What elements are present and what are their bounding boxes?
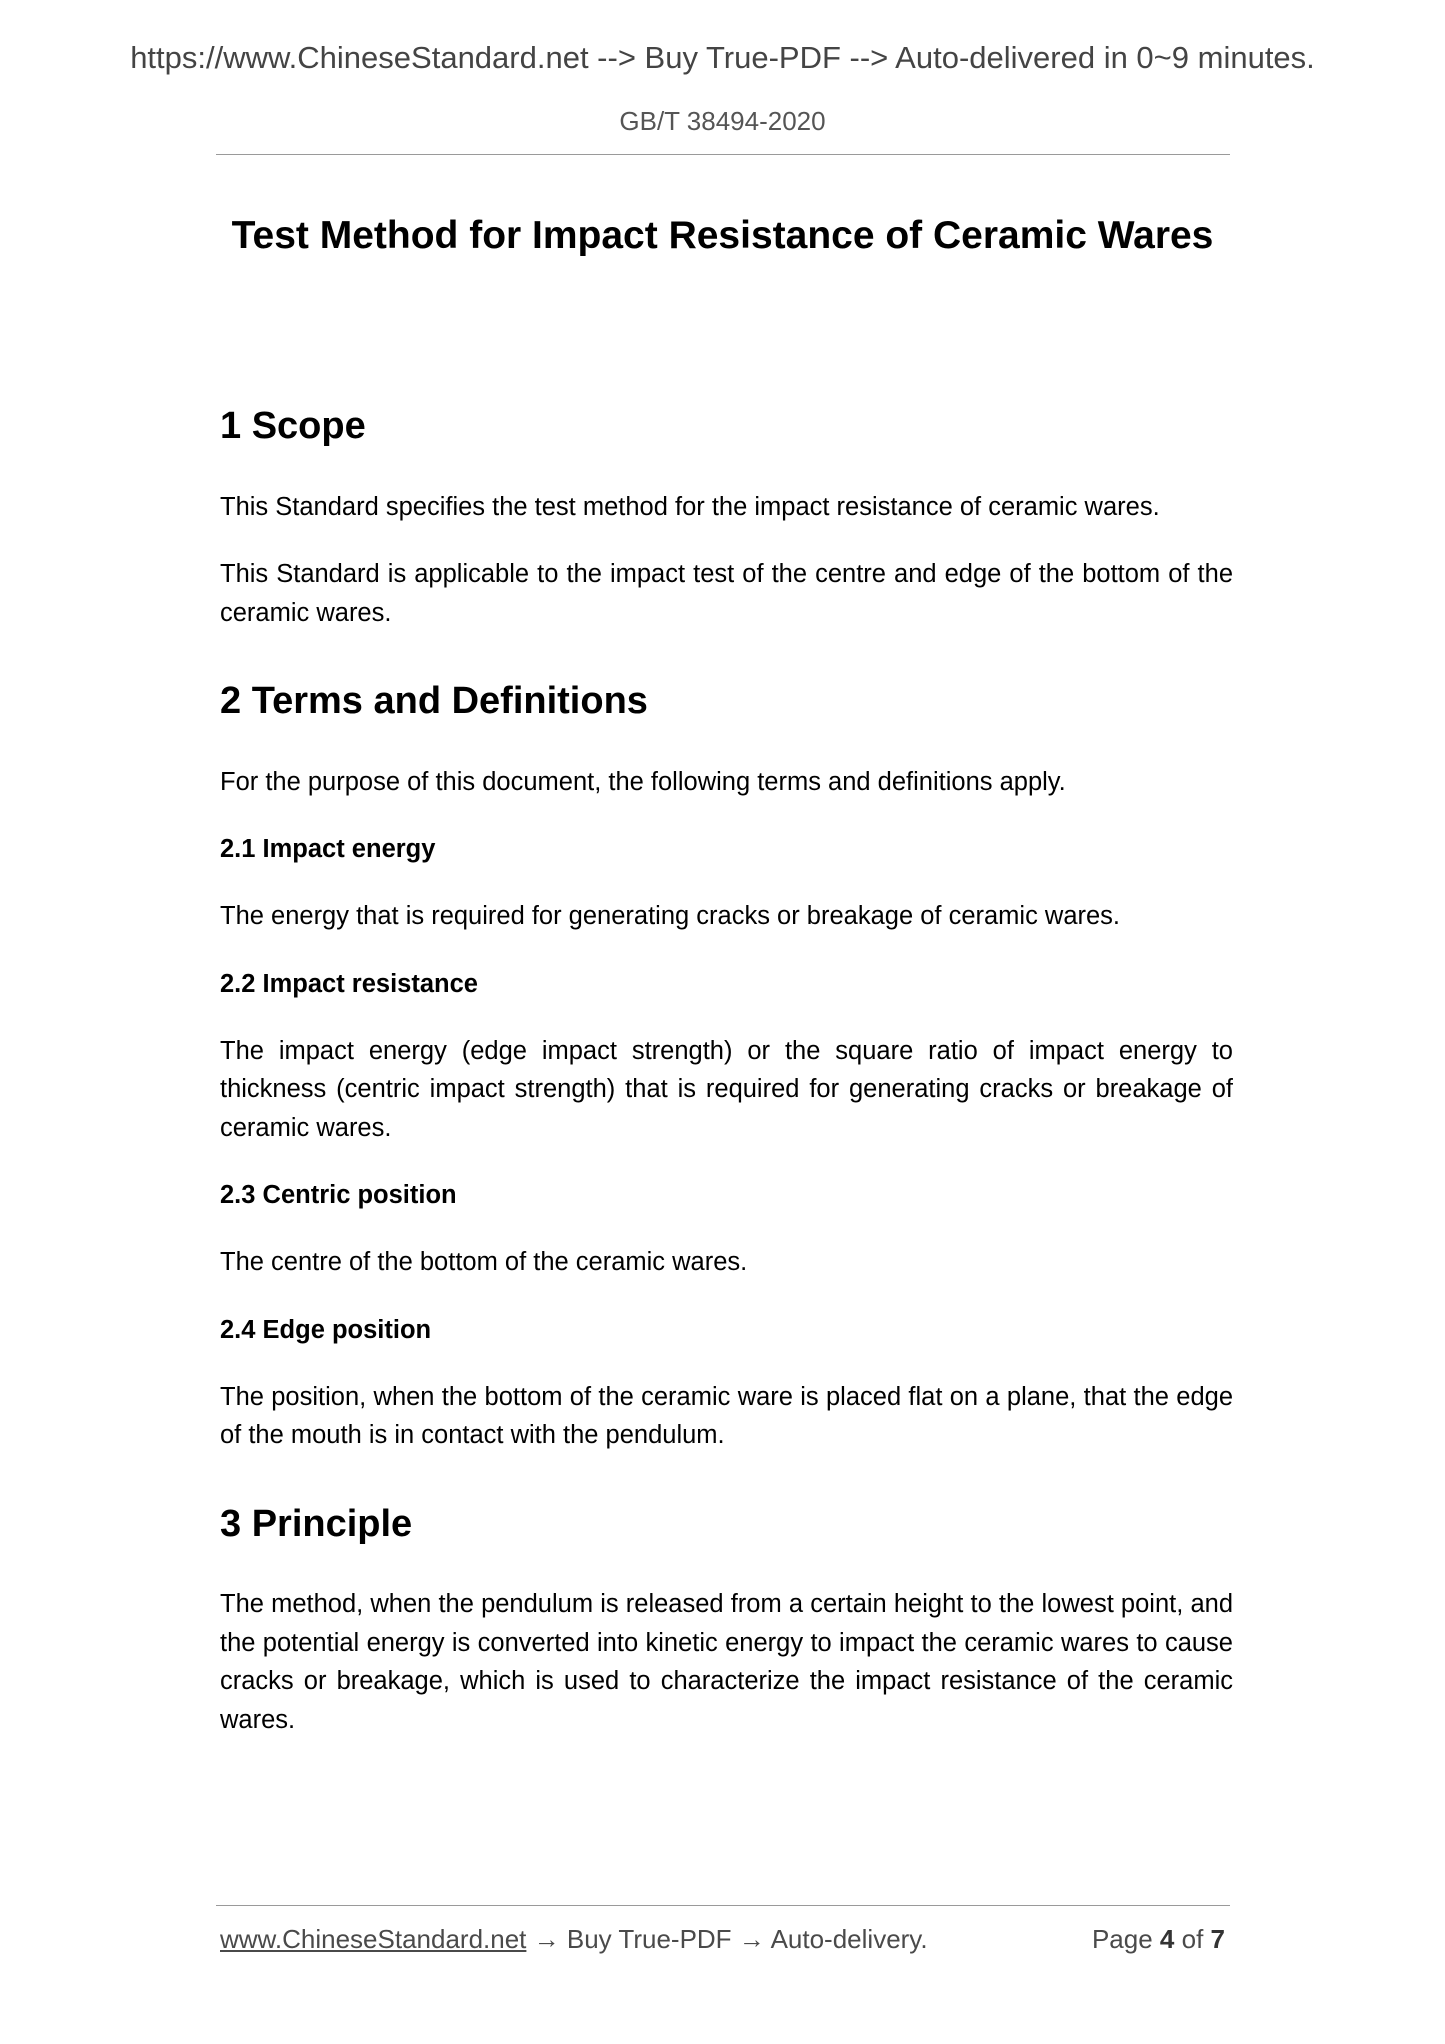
header-divider xyxy=(216,154,1230,155)
scope-paragraph-1: This Standard specifies the test method for the impact resistance of ceramic wares. xyxy=(220,492,1160,521)
page-of-label: of xyxy=(1181,1924,1204,1954)
term-heading-impact-energy: 2.1 Impact energy xyxy=(220,835,436,864)
footer-divider xyxy=(216,1905,1230,1906)
scope-paragraph-2: This Standard is applicable to the impact test of the centre and edge of the bottom of the ceramic wares. xyxy=(220,560,1233,627)
term-definition-impact-resistance: The impact energy (edge impact strength) or the square ratio of impact energy to thickness (centric impact strength) that is required for generating cracks or breakage of ceramic wares. xyxy=(220,1036,1233,1142)
document-title: Test Method for Impact Resistance of Ceramic Wares xyxy=(231,214,1214,257)
page-current: 4 xyxy=(1159,1924,1175,1954)
section-heading-scope: 1 Scope xyxy=(220,405,366,447)
page-label: Page xyxy=(1091,1924,1153,1954)
section-heading-terms: 2 Terms and Definitions xyxy=(220,680,648,723)
footer-site-link[interactable]: www.ChineseStandard.net xyxy=(220,1924,527,1954)
footer-promo-text: → Buy True-PDF → Auto-delivery. xyxy=(526,1924,928,1954)
term-heading-impact-resistance: 2.2 Impact resistance xyxy=(220,969,478,998)
term-heading-edge-position: 2.4 Edge position xyxy=(220,1315,432,1344)
principle-paragraph-1: The method, when the pendulum is released from a certain height to the lowest point, and the potential energy is converted into kinetic energy to impact the ceramic wares to cause cracks or breakage, which is used to characterize the impact resistance of the ceramic wares. xyxy=(220,1590,1233,1734)
term-definition-centric-position: The centre of the bottom of the ceramic wares. xyxy=(220,1248,748,1277)
page-total: 7 xyxy=(1210,1924,1225,1954)
document-body xyxy=(220,404,1233,1739)
term-heading-centric-position: 2.3 Centric position xyxy=(220,1181,457,1210)
term-definition-edge-position: The position, when the bottom of the ceramic ware is placed flat on a plane, that the edge of the mouth is in contact with the pendulum. xyxy=(220,1382,1233,1450)
section-heading-principle: 3 Principle xyxy=(220,1502,413,1545)
page-indicator xyxy=(1092,1924,1225,1955)
terms-intro: For the purpose of this document, the following terms and definitions apply. xyxy=(220,767,1066,796)
document-code: GB/T 38494-2020 xyxy=(619,106,826,136)
term-definition-impact-energy: The energy that is required for generating cracks or breakage of ceramic wares. xyxy=(220,902,1121,931)
footer-promo xyxy=(220,1924,928,1955)
top-banner: https://www.ChineseStandard.net --> Buy True-PDF --> Auto-delivered in 0~9 minutes. xyxy=(130,40,1315,75)
